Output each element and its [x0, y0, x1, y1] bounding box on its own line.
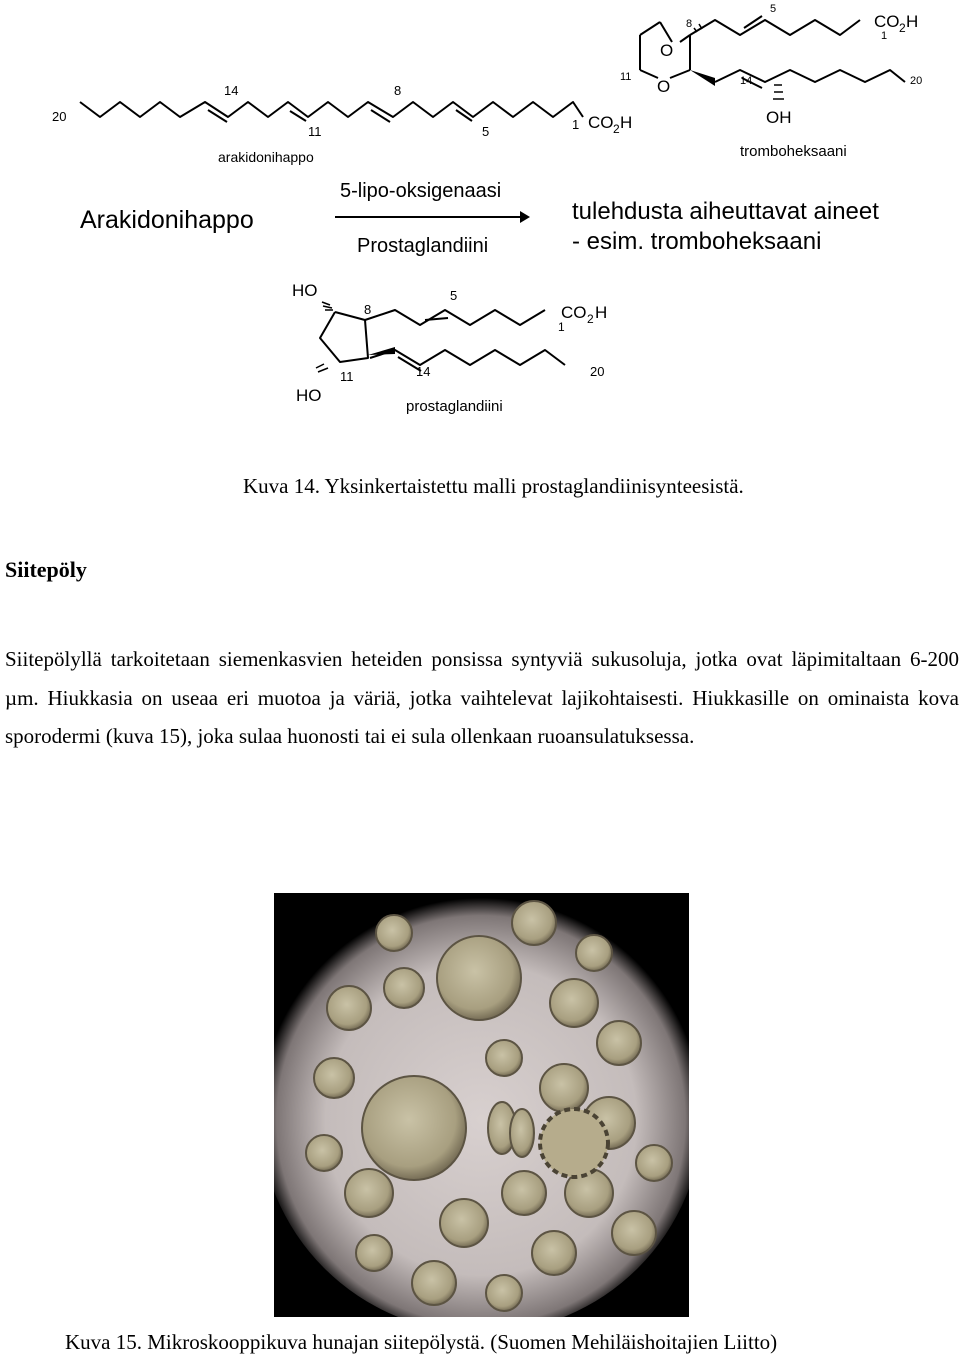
arach-c20: 20: [52, 109, 67, 124]
tx-h: H: [906, 12, 919, 31]
tx-c20: 20: [910, 75, 923, 87]
tx-c1: 1: [881, 30, 888, 42]
tx-oh: OH: [766, 108, 792, 127]
pg-sub2: 2: [587, 312, 594, 326]
arachidonic-chain: [80, 102, 583, 117]
arach-c5: 5: [482, 124, 490, 139]
prostaglandin-label: prostaglandiini: [406, 398, 503, 415]
pg-c5: 5: [450, 288, 458, 303]
section-heading: Siitepöly: [5, 557, 87, 582]
tx-c5: 5: [770, 3, 777, 15]
arach-c11: 11: [308, 124, 322, 139]
body-paragraph: Siitepölyllä tarkoitetaan siemenkasvien heteiden ponsissa syntyviä sukusoluja, jotka ovat läpimitaltaan 6-200 µm. Hiukkasia on useaa eri muotoa ja väriä, jotka vaihtelevat lajikohtaisesti. Hiukkasille on ominaista kova sporodermi (kuva 15), joka sulaa huonosti tai ei sula ollenkaan ruoansulatuksessa.: [5, 647, 959, 748]
double-bond-8: [371, 110, 390, 122]
arach-co2h: CO: [588, 113, 614, 132]
pollen-micrograph: [274, 893, 689, 1317]
pg-h: H: [595, 303, 608, 322]
arach-sub2: 2: [613, 122, 620, 136]
arach-c8: 8: [394, 83, 402, 98]
reaction-substrate: Arakidonihappo: [80, 206, 254, 234]
pg-c20: 20: [590, 364, 605, 379]
tx-o-top: O: [660, 41, 674, 60]
reaction-enzyme: 5-lipo-oksigenaasi: [340, 180, 502, 202]
pg-ho-top: HO: [292, 281, 318, 300]
tx-c11: 11: [620, 71, 632, 83]
pg-c14: 14: [416, 364, 431, 379]
tx-o-bottom: O: [657, 77, 671, 96]
reaction-below-arrow: Prostaglandiini: [357, 235, 489, 257]
arachidonic-label: arakidonihappo: [218, 149, 314, 165]
tx-c14: 14: [740, 75, 753, 87]
pg-co2h: CO: [561, 303, 587, 322]
thromboxane-label: tromboheksaani: [740, 143, 847, 160]
pg-c11: 11: [340, 369, 354, 384]
arach-c14: 14: [224, 83, 239, 98]
tx-co2h: CO: [874, 12, 900, 31]
tx-c8: 8: [686, 18, 693, 30]
reaction-product-line2: - esim. tromboheksaani: [572, 228, 822, 255]
arach-c1: 1: [572, 117, 580, 132]
pg-c1: 1: [558, 320, 565, 334]
pg-ho-bottom: HO: [296, 386, 322, 405]
tx-sub2: 2: [899, 21, 906, 35]
arach-h: H: [620, 113, 633, 132]
reaction-product-line1: tulehdusta aiheuttavat aineet: [572, 198, 879, 225]
figure-14-caption: Kuva 14. Yksinkertaistettu malli prostaglandiinisynteesistä.: [243, 474, 744, 498]
double-bond-14: [208, 110, 227, 122]
synthesis-scheme: [0, 0, 960, 420]
pg-c8: 8: [364, 302, 372, 317]
figure-15-caption: Kuva 15. Mikroskooppikuva hunajan siitepölystä. (Suomen Mehiläishoitajien Liitto): [65, 1330, 778, 1354]
